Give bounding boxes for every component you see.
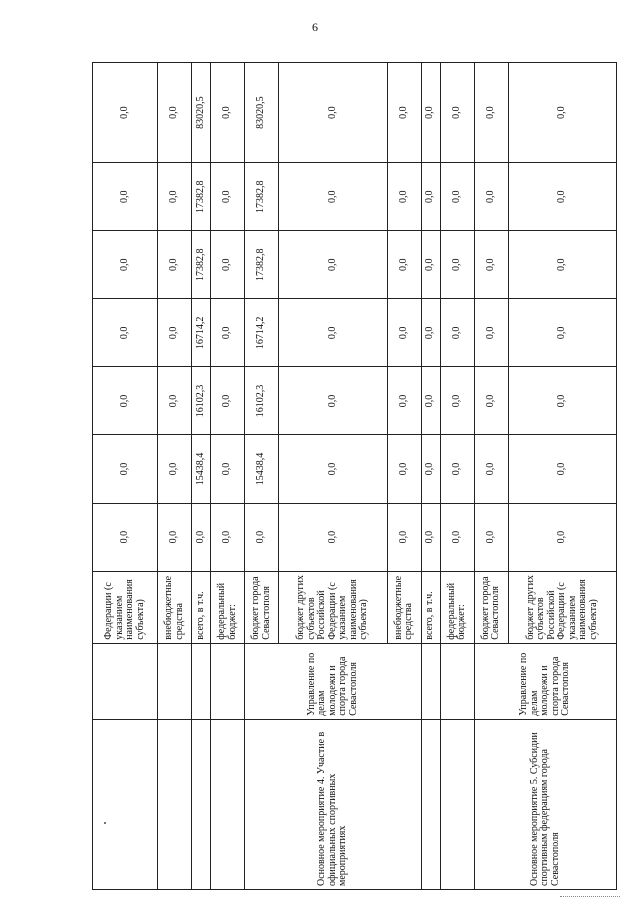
table-row bbox=[158, 63, 192, 890]
value-cell: 15438,4 bbox=[192, 435, 211, 503]
executor-cell bbox=[158, 643, 192, 719]
value-cell: 0,0 bbox=[211, 231, 245, 299]
value-cell: 0,0 bbox=[93, 435, 158, 503]
value-cell: 0,0 bbox=[474, 503, 508, 571]
value-cell: 0,0 bbox=[508, 503, 616, 571]
value-cell: 0,0 bbox=[387, 231, 421, 299]
value-cell: 15438,4 bbox=[245, 435, 279, 503]
value-cell: 0,0 bbox=[421, 503, 440, 571]
value-cell: 0,0 bbox=[279, 231, 387, 299]
source-cell: бюджет других субъектов Российской Федерации (с указанием наименования субъекта) bbox=[279, 571, 387, 643]
value-cell: 0,0 bbox=[474, 367, 508, 435]
value-cell: 0,0 bbox=[474, 299, 508, 367]
activity-cell bbox=[421, 719, 440, 889]
value-cell: 0,0 bbox=[279, 435, 387, 503]
value-cell: 0,0 bbox=[387, 435, 421, 503]
value-cell: 0,0 bbox=[158, 163, 192, 231]
value-cell: 0,0 bbox=[211, 63, 245, 163]
value-cell: 83020,5 bbox=[245, 63, 279, 163]
value-cell: 0,0 bbox=[440, 435, 474, 503]
value-cell: 0,0 bbox=[474, 435, 508, 503]
source-cell: федеральный бюджет: bbox=[440, 571, 474, 643]
value-cell: 0,0 bbox=[158, 299, 192, 367]
value-cell: 83020,5 bbox=[192, 63, 211, 163]
value-cell: 0,0 bbox=[211, 503, 245, 571]
executor-cell bbox=[192, 643, 211, 719]
activity-cell bbox=[192, 719, 211, 889]
rotated-table-wrapper bbox=[92, 62, 617, 890]
value-cell: 0,0 bbox=[211, 435, 245, 503]
value-cell: 0,0 bbox=[158, 63, 192, 163]
value-cell: 0,0 bbox=[421, 435, 440, 503]
source-cell: всего, в т.ч. bbox=[192, 571, 211, 643]
value-cell: 0,0 bbox=[508, 299, 616, 367]
value-cell: 0,0 bbox=[508, 63, 616, 163]
value-cell: 0,0 bbox=[508, 231, 616, 299]
value-cell: 0,0 bbox=[440, 63, 474, 163]
executor-cell bbox=[211, 643, 245, 719]
value-cell: 0,0 bbox=[93, 231, 158, 299]
activity-cell bbox=[158, 719, 192, 889]
value-cell: 0,0 bbox=[279, 503, 387, 571]
value-cell: 0,0 bbox=[192, 503, 211, 571]
value-cell: 0,0 bbox=[474, 63, 508, 163]
value-cell: 0,0 bbox=[387, 367, 421, 435]
source-cell: бюджет других субъектов Российской Федерации (с указанием наименования субъекта) bbox=[508, 571, 616, 643]
value-cell: 0,0 bbox=[421, 367, 440, 435]
source-cell: бюджет города Севастополя bbox=[245, 571, 279, 643]
value-cell: 0,0 bbox=[421, 231, 440, 299]
activity-cell bbox=[93, 719, 158, 889]
value-cell: 0,0 bbox=[93, 299, 158, 367]
activity-cell bbox=[440, 719, 474, 889]
value-cell: 16714,2 bbox=[192, 299, 211, 367]
table-row bbox=[440, 63, 474, 890]
scan-edge-mark bbox=[560, 896, 620, 898]
activity-cell: Основное мероприятие 5. Субсидии спортивным федерациям города Севастополя bbox=[474, 719, 616, 889]
value-cell: 0,0 bbox=[440, 163, 474, 231]
table-row bbox=[211, 63, 245, 890]
value-cell: 16102,3 bbox=[245, 367, 279, 435]
value-cell: 0,0 bbox=[440, 231, 474, 299]
table-row bbox=[474, 63, 508, 890]
value-cell: 0,0 bbox=[440, 367, 474, 435]
table-row bbox=[421, 63, 440, 890]
executor-cell: Управление по делам молодежи и спорта города Севастополя bbox=[474, 643, 616, 719]
budget-table bbox=[92, 62, 617, 890]
value-cell: 0,0 bbox=[387, 163, 421, 231]
activity-cell: Основное мероприятие 4. Участие в официальных спортивных мероприятиях bbox=[245, 719, 421, 889]
value-cell: 0,0 bbox=[279, 63, 387, 163]
table-row bbox=[245, 63, 279, 890]
value-cell: 17382,8 bbox=[192, 163, 211, 231]
value-cell: 0,0 bbox=[279, 299, 387, 367]
source-cell: внебюджетные средства bbox=[387, 571, 421, 643]
value-cell: 0,0 bbox=[93, 367, 158, 435]
value-cell: 0,0 bbox=[508, 367, 616, 435]
table-row bbox=[192, 63, 211, 890]
value-cell: 0,0 bbox=[387, 63, 421, 163]
value-cell: 0,0 bbox=[211, 299, 245, 367]
value-cell: 0,0 bbox=[279, 367, 387, 435]
value-cell: 0,0 bbox=[245, 503, 279, 571]
value-cell: 0,0 bbox=[93, 163, 158, 231]
value-cell: 0,0 bbox=[387, 503, 421, 571]
value-cell: 16102,3 bbox=[192, 367, 211, 435]
source-cell: федеральный бюджет: bbox=[211, 571, 245, 643]
value-cell: 0,0 bbox=[474, 231, 508, 299]
table-row bbox=[93, 63, 158, 890]
value-cell: 0,0 bbox=[387, 299, 421, 367]
value-cell: 0,0 bbox=[279, 163, 387, 231]
value-cell: 0,0 bbox=[421, 63, 440, 163]
value-cell: 0,0 bbox=[440, 503, 474, 571]
source-cell: бюджет города Севастополя bbox=[474, 571, 508, 643]
value-cell: 17382,8 bbox=[245, 163, 279, 231]
value-cell: 0,0 bbox=[440, 299, 474, 367]
source-cell: внебюджетные средства bbox=[158, 571, 192, 643]
value-cell: 0,0 bbox=[421, 299, 440, 367]
value-cell: 17382,8 bbox=[192, 231, 211, 299]
value-cell: 0,0 bbox=[421, 163, 440, 231]
source-cell: Федерации (с указанием наименования субъекта) bbox=[93, 571, 158, 643]
activity-cell bbox=[211, 719, 245, 889]
executor-cell bbox=[93, 643, 158, 719]
value-cell: 0,0 bbox=[508, 163, 616, 231]
value-cell: 17382,8 bbox=[245, 231, 279, 299]
page-number: 6 bbox=[312, 20, 318, 34]
executor-cell bbox=[421, 643, 440, 719]
value-cell: 0,0 bbox=[474, 163, 508, 231]
value-cell: 0,0 bbox=[93, 63, 158, 163]
value-cell: 0,0 bbox=[158, 503, 192, 571]
executor-cell bbox=[440, 643, 474, 719]
value-cell: 0,0 bbox=[158, 231, 192, 299]
value-cell: 0,0 bbox=[508, 435, 616, 503]
executor-cell: Управление по делам молодежи и спорта города Севастополя bbox=[245, 643, 421, 719]
value-cell: 0,0 bbox=[158, 367, 192, 435]
value-cell: 0,0 bbox=[93, 503, 158, 571]
source-cell: всего, в т.ч. bbox=[421, 571, 440, 643]
value-cell: 0,0 bbox=[211, 367, 245, 435]
value-cell: 16714,2 bbox=[245, 299, 279, 367]
value-cell: 0,0 bbox=[158, 435, 192, 503]
value-cell: 0,0 bbox=[211, 163, 245, 231]
